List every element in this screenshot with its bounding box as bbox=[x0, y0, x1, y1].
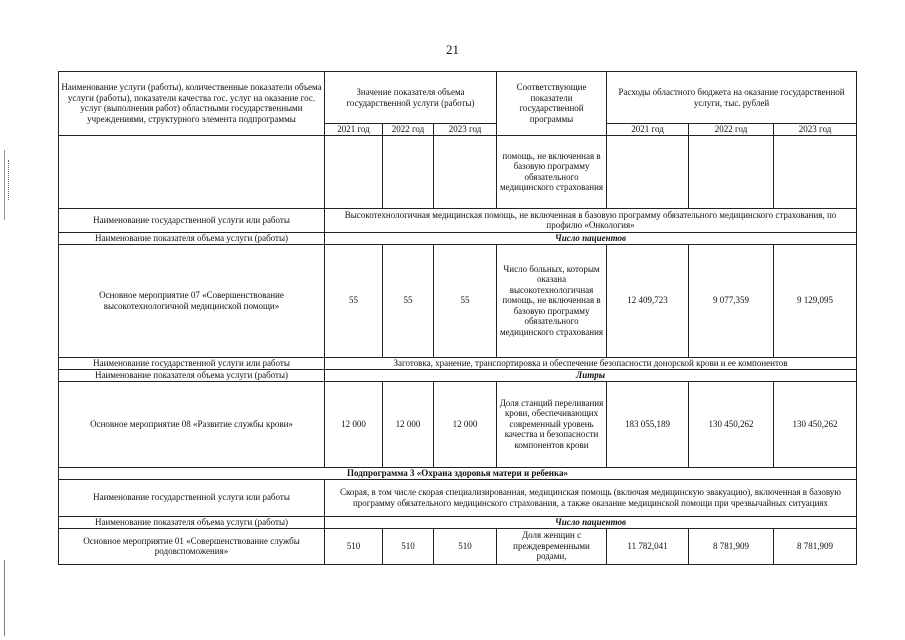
header-row bbox=[59, 72, 857, 124]
year-2022-volume: 2022 год bbox=[383, 124, 434, 136]
continuation-program-text: помощь, не включенная в базовую программу обязательного медицинского страхования bbox=[497, 135, 607, 208]
service-label: Наименование государственной услуги или работы bbox=[59, 208, 325, 232]
measure-row bbox=[59, 381, 857, 467]
program-indicator: Число больных, которым оказана высокотехнологичная помощь, не включенная в базовую программу обязательного медицинского страхования bbox=[497, 244, 607, 357]
empty-cell bbox=[383, 135, 434, 208]
empty-cell bbox=[774, 135, 857, 208]
page-number: 21 bbox=[446, 42, 459, 57]
empty-cell bbox=[325, 135, 383, 208]
indicator-row bbox=[59, 516, 857, 528]
empty-cell bbox=[434, 135, 497, 208]
indicator-row bbox=[59, 232, 857, 244]
measure-name: Основное мероприятие 01 «Совершенствование службы родовспоможения» bbox=[59, 528, 325, 564]
expense-2022: 130 450,262 bbox=[689, 381, 774, 467]
volume-2022: 510 bbox=[383, 528, 434, 564]
expense-2023: 9 129,095 bbox=[774, 244, 857, 357]
year-2021-expense: 2021 год bbox=[607, 124, 689, 136]
expense-2022: 9 077,359 bbox=[689, 244, 774, 357]
expense-2021: 183 055,189 bbox=[607, 381, 689, 467]
measure-name: Основное мероприятие 08 «Развитие службы крови» bbox=[59, 381, 325, 467]
header-expense-column: Расходы областного бюджета на оказание государственной услуги, тыс. рублей bbox=[607, 72, 857, 124]
header-service-column: Наименование услуги (работы), количественные показатели объема услуги (работы), показатели качества гос. услуг на оказание гос. услуг (выполнения работ) областными государственными учреждениями, структурного элемента подпрограммы bbox=[59, 72, 325, 136]
service-label: Наименование государственной услуги или работы bbox=[59, 357, 325, 369]
volume-2022: 55 bbox=[383, 244, 434, 357]
service-label: Наименование государственной услуги или работы bbox=[59, 479, 325, 516]
empty-cell bbox=[607, 135, 689, 208]
program-indicator: Доля станций переливания крови, обеспечивающих современный уровень качества и безопасности компонентов крови bbox=[497, 381, 607, 467]
subprogram-title: Подпрограмма 3 «Охрана здоровья матери и ребенка» bbox=[59, 467, 857, 479]
header-volume-column: Значение показателя объема государственной услуги (работы) bbox=[325, 72, 497, 124]
year-2023-expense: 2023 год bbox=[774, 124, 857, 136]
empty-cell bbox=[689, 135, 774, 208]
scan-margin-tick bbox=[8, 160, 11, 200]
indicator-label: Наименование показателя объема услуги (работы) bbox=[59, 516, 325, 528]
indicator-label: Наименование показателя объема услуги (работы) bbox=[59, 232, 325, 244]
volume-2023: 510 bbox=[434, 528, 497, 564]
expense-2021: 11 782,041 bbox=[607, 528, 689, 564]
measure-name: Основное мероприятие 07 «Совершенствование высокотехнологичной медицинской помощи» bbox=[59, 244, 325, 357]
header-program-column: Соответствующие показатели государственной программы bbox=[497, 72, 607, 136]
volume-2023: 12 000 bbox=[434, 381, 497, 467]
service-name: Скорая, в том числе скорая специализированная, медицинская помощь (включая медицинскую эвакуацию), включенная в базовую программу обязательного медицинского страхования, а также оказание медицинской помощи при чрезвычайных ситуациях bbox=[325, 479, 857, 516]
program-indicator: Доля женщин с преждевременными родами, bbox=[497, 528, 607, 564]
volume-2021: 12 000 bbox=[325, 381, 383, 467]
year-2022-expense: 2022 год bbox=[689, 124, 774, 136]
service-row bbox=[59, 479, 857, 516]
expense-2021: 12 409,723 bbox=[607, 244, 689, 357]
service-row bbox=[59, 208, 857, 232]
volume-2023: 55 bbox=[434, 244, 497, 357]
service-name: Заготовка, хранение, транспортировка и обеспечение безопасности донорской крови и ее компонентов bbox=[325, 357, 857, 369]
service-row bbox=[59, 357, 857, 369]
scan-margin-mark bbox=[4, 150, 5, 220]
volume-2021: 55 bbox=[325, 244, 383, 357]
indicator-label: Наименование показателя объема услуги (работы) bbox=[59, 369, 325, 381]
service-table bbox=[58, 71, 857, 565]
indicator-row bbox=[59, 369, 857, 381]
measure-row bbox=[59, 528, 857, 564]
measure-row bbox=[59, 244, 857, 357]
scan-margin-mark bbox=[4, 560, 5, 636]
year-2021-volume: 2021 год bbox=[325, 124, 383, 136]
expense-2022: 8 781,909 bbox=[689, 528, 774, 564]
expense-2023: 8 781,909 bbox=[774, 528, 857, 564]
continuation-row bbox=[59, 135, 857, 208]
indicator-name: Число пациентов bbox=[325, 516, 857, 528]
empty-cell bbox=[59, 135, 325, 208]
volume-2021: 510 bbox=[325, 528, 383, 564]
subprogram-row bbox=[59, 467, 857, 479]
indicator-name: Литры bbox=[325, 369, 857, 381]
indicator-name: Число пациентов bbox=[325, 232, 857, 244]
service-name: Высокотехнологичная медицинская помощь, не включенная в базовую программу обязательного медицинского страхования, по профилю «Онкология» bbox=[325, 208, 857, 232]
year-2023-volume: 2023 год bbox=[434, 124, 497, 136]
volume-2022: 12 000 bbox=[383, 381, 434, 467]
expense-2023: 130 450,262 bbox=[774, 381, 857, 467]
